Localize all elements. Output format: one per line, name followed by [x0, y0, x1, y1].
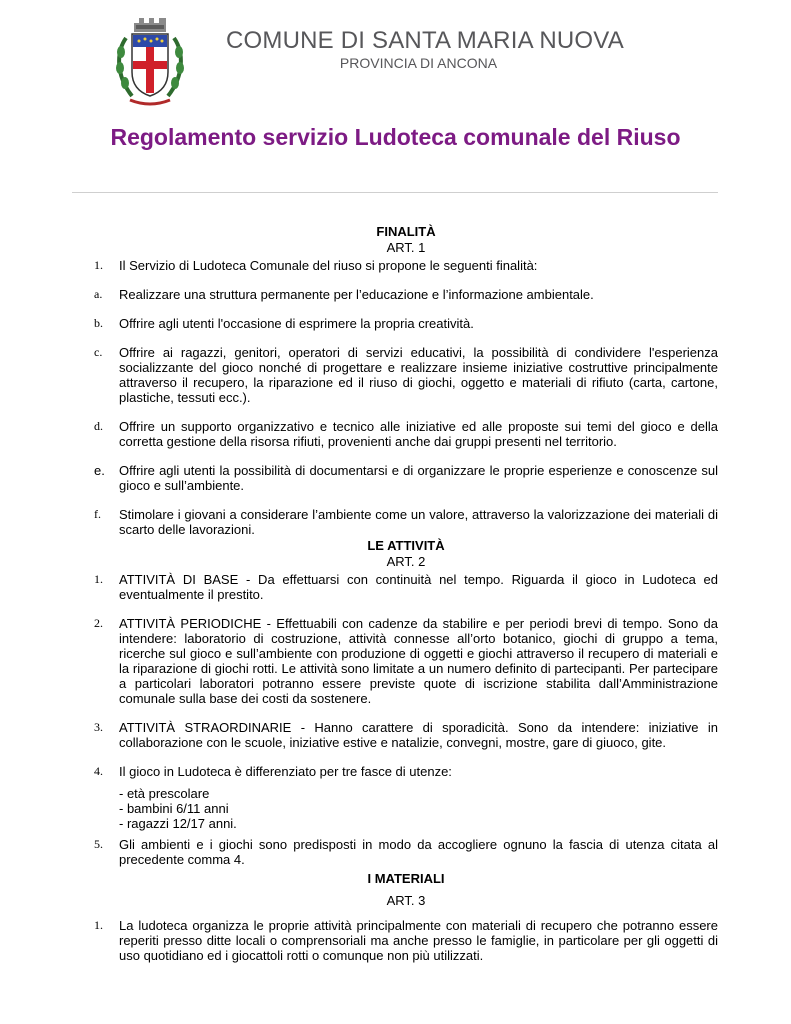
list-text: Il Servizio di Ludoteca Comunale del riuso si propone le seguenti finalità:	[119, 258, 538, 273]
list-marker: 4.	[94, 764, 103, 778]
list-marker: d.	[94, 419, 103, 433]
list-item	[94, 345, 718, 405]
list-marker: f.	[94, 507, 101, 521]
list-text: Offrire agli utenti l'occasione di esprimere la propria creatività.	[119, 316, 474, 331]
list-item	[94, 837, 718, 867]
list-text: Il gioco in Ludoteca è differenziato per tre fasce di utenze:	[119, 764, 452, 779]
list-item	[94, 419, 718, 449]
age-group-item: - bambini 6/11 anni	[119, 801, 229, 816]
article-label-1: ART. 1	[386, 240, 426, 255]
document-body	[94, 224, 718, 963]
section-heading-materiali: I MATERIALI	[367, 871, 445, 886]
list-text: Realizzare una struttura permanente per l’educazione e l’informazione ambientale.	[119, 287, 594, 302]
header-divider	[72, 192, 718, 193]
list-marker: c.	[94, 345, 103, 359]
list-text: Offrire ai ragazzi, genitori, operatori di servizi educativi, la possibilità di condividere l'esperienza socializzante del gioco nonché di progettare e realizzare insieme iniziative costruttive principalmente attraverso il recupero, la riparazione ed il riuso di giochi, oggetto e materiali di rifiuto (carta, cartone, plastiche, tessuti ecc.).	[119, 345, 718, 405]
list-text: ATTIVITÀ STRAORDINARIE - Hanno carattere di sporadicità. Sono da intendere: iniziative in collaborazione con le scuole, iniziative estive e natalizie, convegni, mostre, gare di giuoco, gite.	[119, 720, 718, 750]
header-title: COMUNE DI SANTA MARIA NUOVA	[226, 27, 624, 54]
list-item	[94, 616, 718, 706]
list-text: La ludoteca organizza le proprie attività principalmente con materiali di recupero che potranno essere reperiti presso ditte locali o comprensoriali ma anche presso le famiglie, in particolare per gli oggetti di uso quotidiano ed i giocattoli rotti o comunque non più utilizzati.	[119, 918, 718, 963]
list-item	[94, 764, 718, 779]
age-groups-list	[94, 786, 718, 831]
list-marker: 2.	[94, 616, 103, 630]
municipal-coat-of-arms-icon	[112, 16, 188, 108]
list-text: Gli ambienti e i giochi sono predisposti in modo da accogliere ognuno la fascia di utenza citata al precedente comma 4.	[119, 837, 718, 867]
list-marker: 3.	[94, 720, 103, 734]
list-text: Offrire agli utenti la possibilità di documentarsi e di organizzare le proprie esperienze e conoscenze sul gioco e sull’ambiente.	[119, 463, 718, 493]
list-marker: 1.	[94, 258, 103, 272]
list-text: ATTIVITÀ DI BASE - Da effettuarsi con continuità nel tempo. Riguarda il gioco in Ludoteca ed eventualmente il prestito.	[119, 572, 718, 602]
list-item	[94, 918, 718, 963]
list-item	[94, 572, 718, 602]
list-item	[94, 316, 718, 331]
list-item	[94, 463, 718, 493]
age-group-item: - ragazzi 12/17 anni.	[119, 816, 237, 831]
list-item	[94, 287, 718, 302]
section-heading-finalita: FINALITÀ	[376, 224, 436, 239]
list-marker: 5.	[94, 837, 103, 851]
list-text: Offrire un supporto organizzativo e tecnico alle iniziative ed alle proposte sui temi del gioco e della corretta gestione della risorsa rifiuti, provenienti anche dai gruppi presenti nel territorio.	[119, 419, 718, 449]
list-marker: 1.	[94, 918, 103, 932]
list-item	[94, 258, 718, 273]
list-marker: b.	[94, 316, 103, 330]
list-marker: 1.	[94, 572, 103, 586]
list-text: Stimolare i giovani a considerare l’ambiente come un valore, attraverso la valorizzazione dei materiali di scarto delle lavorazioni.	[119, 507, 718, 537]
list-item	[94, 507, 718, 537]
article-label-3: ART. 3	[386, 893, 426, 908]
list-text: ATTIVITÀ PERIODICHE - Effettuabili con cadenze da stabilire e per periodi brevi di tempo. Sono da intendere: laboratorio di costruzione, attività connesse all’orto botanico, giochi di gruppo a tema, ricerche sul gioco e sull’ambiente con produzione di oggetti e giochi attraverso il recupero di materiali e la riparazione di giochi rotti. Le attività sono limitate a un numero definito di partecipanti. Per partecipare a particolari laboratori potranno essere previste quote di iscrizione stabilita dall’Amministrazione comunale sulla base dei costi da sostenere.	[119, 616, 718, 706]
header-subtitle: PROVINCIA DI ANCONA	[339, 55, 498, 71]
document-title: Regolamento servizio Ludoteca comunale del Riuso	[110, 124, 681, 150]
list-marker: e.	[94, 463, 105, 478]
age-group-item: - età prescolare	[119, 786, 210, 801]
section-heading-attivita: LE ATTIVITÀ	[367, 538, 445, 553]
list-item	[94, 720, 718, 750]
article-label-2: ART. 2	[386, 554, 426, 569]
list-marker: a.	[94, 287, 103, 301]
